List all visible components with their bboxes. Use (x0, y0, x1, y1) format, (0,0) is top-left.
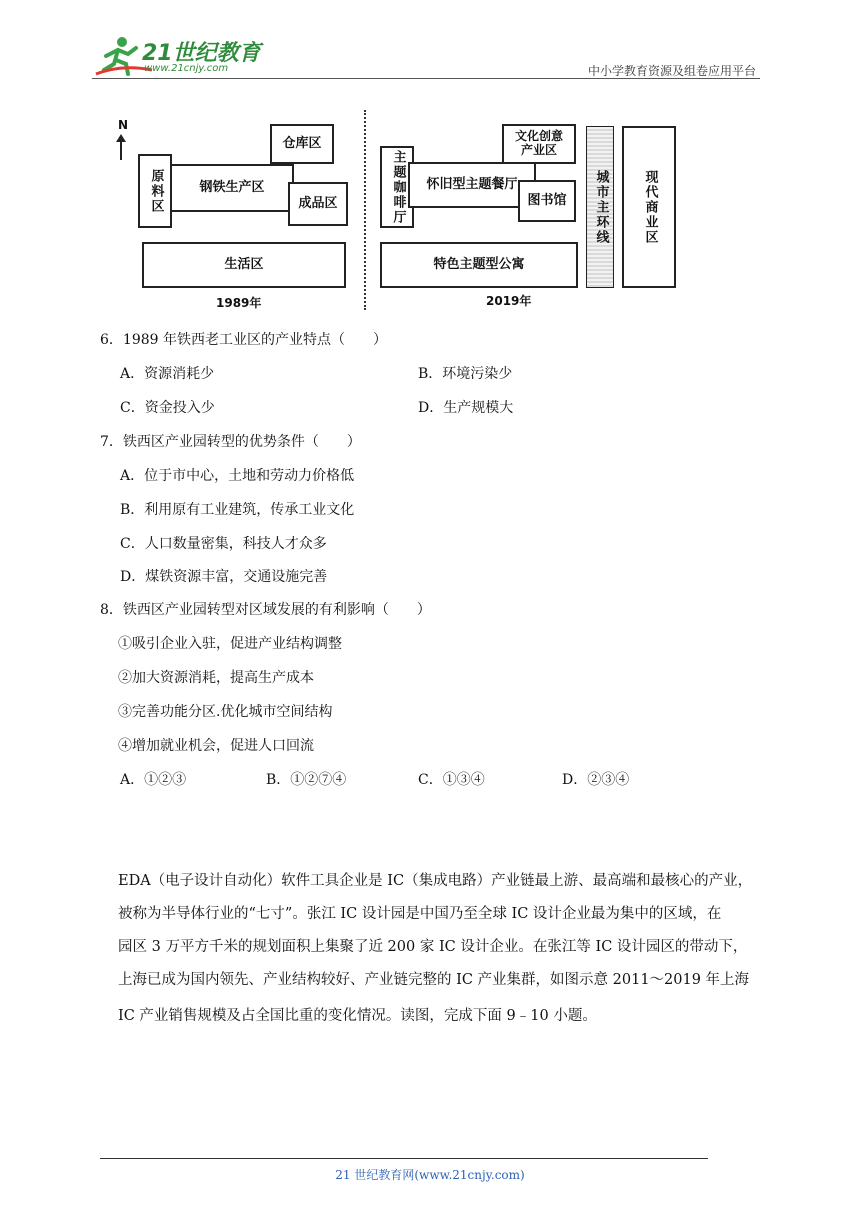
zone-finished-products: 成品区 (288, 182, 348, 226)
zone-library: 图书馆 (518, 180, 576, 222)
q8-option-b: B．①②⑦④ (266, 772, 347, 788)
ring-road: 城市主环线 (586, 126, 614, 288)
zone-living: 生活区 (142, 242, 346, 288)
zone-nostalgic-restaurant: 怀旧型主题餐厅 (408, 162, 536, 208)
zone-steel-production: 钢铁生产区 (170, 164, 294, 212)
logo-text: 21世纪教育 (142, 41, 261, 66)
q7-option-c: C．人口数量密集，科技人才众多 (120, 536, 327, 552)
passage-line-4: 上海已成为国内领先、产业结构较好、产业链完整的 IC 产业集群，如图示意 2011～2019 年上海 (118, 972, 750, 988)
q8-option-d: D．②③④ (562, 772, 630, 788)
land-use-figure (108, 106, 688, 316)
logo-url: www.21cnjy.com (144, 63, 229, 74)
q8-item-3: ③完善功能分区.优化城市空间结构 (118, 704, 333, 720)
q7-option-d: D．煤铁资源丰富，交通设施完善 (120, 569, 328, 585)
zone-creative-industry: 文化创意产业区 (502, 124, 576, 164)
question-6-stem: 6．1989 年铁西老工业区的产业特点（ ） (100, 332, 387, 348)
year-2019-label: 2019年 (486, 294, 532, 308)
year-1989-label: 1989年 (216, 296, 262, 310)
passage-line-1: EDA（电子设计自动化）软件工具企业是 IC（集成电路）产业链最上游、最高端和最核心的产业， (118, 873, 753, 889)
q8-item-1: ①吸引企业入驻，促进产业结构调整 (118, 636, 342, 652)
zone-modern-commercial: 现代商业区 (622, 126, 676, 288)
question-8-stem: 8．铁西区产业园转型对区域发展的有利影响（ ） (100, 602, 431, 618)
q6-option-d: D．生产规模大 (418, 400, 514, 416)
passage-line-5: IC 产业销售规模及占全国比重的变化情况。读图，完成下面 9﹣10 小题。 (118, 1008, 597, 1024)
q7-option-b: B．利用原有工业建筑，传承工业文化 (120, 502, 355, 518)
site-logo (92, 34, 262, 78)
q8-option-c: C．①③④ (418, 772, 485, 788)
zone-raw-material: 原料区 (138, 154, 172, 228)
platform-title: 中小学教育资源及组卷应用平台 (587, 64, 756, 78)
zone-theme-cafe: 主题咖啡厅 (380, 146, 414, 228)
zone-theme-apartment: 特色主题型公寓 (380, 242, 578, 288)
q7-option-a: A．位于市中心，土地和劳动力价格低 (120, 468, 355, 484)
q6-option-b: B．环境污染少 (418, 366, 513, 382)
footer-link[interactable]: 21 世纪教育网(www.21cnjy.com) (335, 1168, 525, 1182)
q6-option-a: A．资源消耗少 (120, 366, 215, 382)
north-label: N (118, 118, 129, 132)
q8-option-a: A．①②③ (120, 772, 187, 788)
q8-item-2: ②加大资源消耗，提高生产成本 (118, 670, 314, 686)
passage-line-2: 被称为半导体行业的“七寸”。张江 IC 设计园是中国乃至全球 IC 设计企业最为集中的区域，在 (118, 906, 722, 922)
question-7-stem: 7．铁西区产业园转型的优势条件（ ） (100, 434, 361, 450)
q6-option-c: C．资金投入少 (120, 400, 215, 416)
footer-divider (100, 1158, 708, 1159)
header-divider (92, 78, 760, 79)
zone-warehouse: 仓库区 (270, 124, 334, 164)
q8-item-4: ④增加就业机会，促进人口回流 (118, 738, 314, 754)
passage-line-3: 园区 3 万平方千米的规划面积上集聚了近 200 家 IC 设计企业。在张江等 IC 设计园区的带动下， (118, 939, 748, 955)
figure-divider (364, 110, 366, 310)
